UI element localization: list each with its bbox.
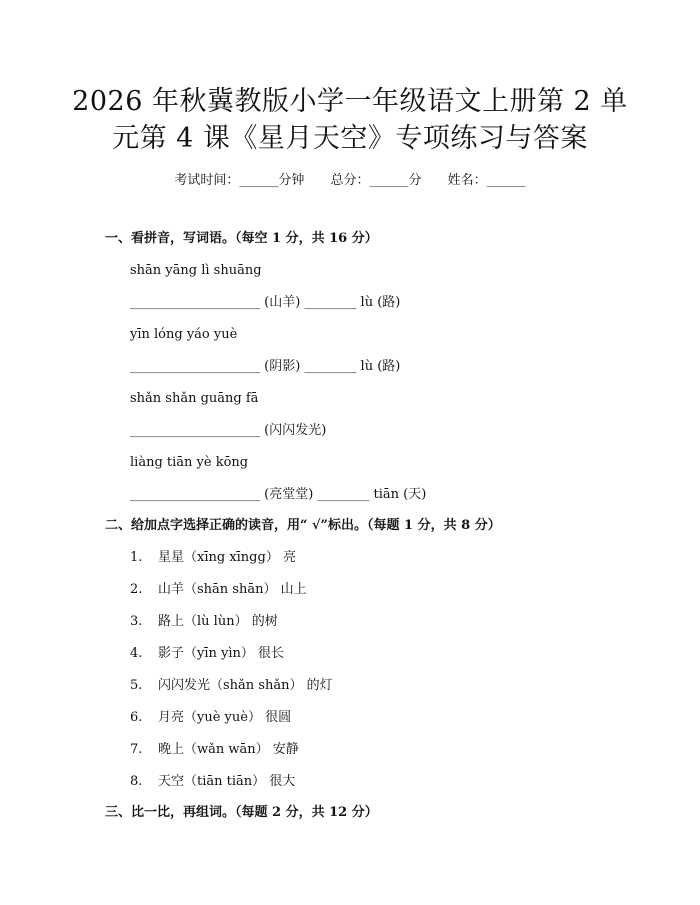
answer-line: ____________________ (亮堂堂) ________ tiān (天)	[130, 487, 427, 502]
item-number: 4.	[130, 646, 143, 661]
section-3-heading: 三、比一比，再组词。（每题 2 分，共 12 分）	[105, 805, 378, 820]
item-text: 晚上（wǎn wān） 安静	[158, 742, 299, 757]
pinyin-line: shǎn shǎn guāng fā	[130, 391, 259, 406]
list-item	[130, 613, 278, 631]
list-item	[130, 645, 284, 663]
section-1-heading: 一、看拼音，写词语。（每空 1 分，共 16 分）	[105, 231, 378, 246]
answer-line: ____________________ (阴影) ________ lù (路)	[130, 359, 401, 374]
section-2-heading: 二、给加点字选择正确的读音，用“ √”标出。（每题 1 分，共 8 分）	[105, 518, 501, 533]
item-number: 1.	[130, 550, 143, 565]
pinyin-line: yīn lóng yáo yuè	[130, 327, 238, 342]
item-number: 5.	[130, 678, 143, 693]
item-text: 影子（yīn yìn） 很长	[158, 646, 285, 661]
item-text: 山羊（shān shān） 山上	[158, 582, 307, 597]
exam-name: 姓名：______	[447, 173, 526, 188]
item-number: 8.	[130, 774, 143, 789]
item-text: 天空（tiān tiān） 很大	[158, 774, 296, 789]
pinyin-line: shān yāng lì shuāng	[130, 263, 262, 278]
answer-line: ____________________ (闪闪发光)	[130, 423, 327, 438]
item-text: 闪闪发光（shǎn shǎn） 的灯	[158, 678, 333, 693]
list-item	[130, 581, 307, 599]
answer-line: ____________________ (山羊) ________ lù (路)	[130, 295, 401, 310]
exam-time: 考试时间：______分钟	[174, 173, 305, 188]
item-text: 星星（xīng xīngg） 亮	[158, 550, 296, 565]
list-item	[130, 677, 333, 695]
list-item	[130, 709, 291, 727]
item-number: 7.	[130, 742, 143, 757]
item-number: 2.	[130, 582, 143, 597]
item-text: 月亮（yuè yuè） 很圆	[158, 710, 292, 725]
page-title-line-2: 元第 4 课《星月天空》专项练习与答案	[112, 123, 588, 154]
list-item	[130, 773, 295, 791]
item-number: 6.	[130, 710, 143, 725]
exam-score: 总分：______分	[330, 173, 422, 188]
list-item	[130, 741, 299, 759]
pinyin-line: liàng tiān yè kōng	[130, 455, 249, 470]
item-number: 3.	[130, 614, 143, 629]
page-title-line-1: 2026 年秋冀教版小学一年级语文上册第 2 单	[72, 86, 628, 117]
list-item	[130, 549, 296, 567]
item-text: 路上（lù lùn） 的树	[158, 614, 278, 629]
exam-meta	[0, 172, 700, 190]
